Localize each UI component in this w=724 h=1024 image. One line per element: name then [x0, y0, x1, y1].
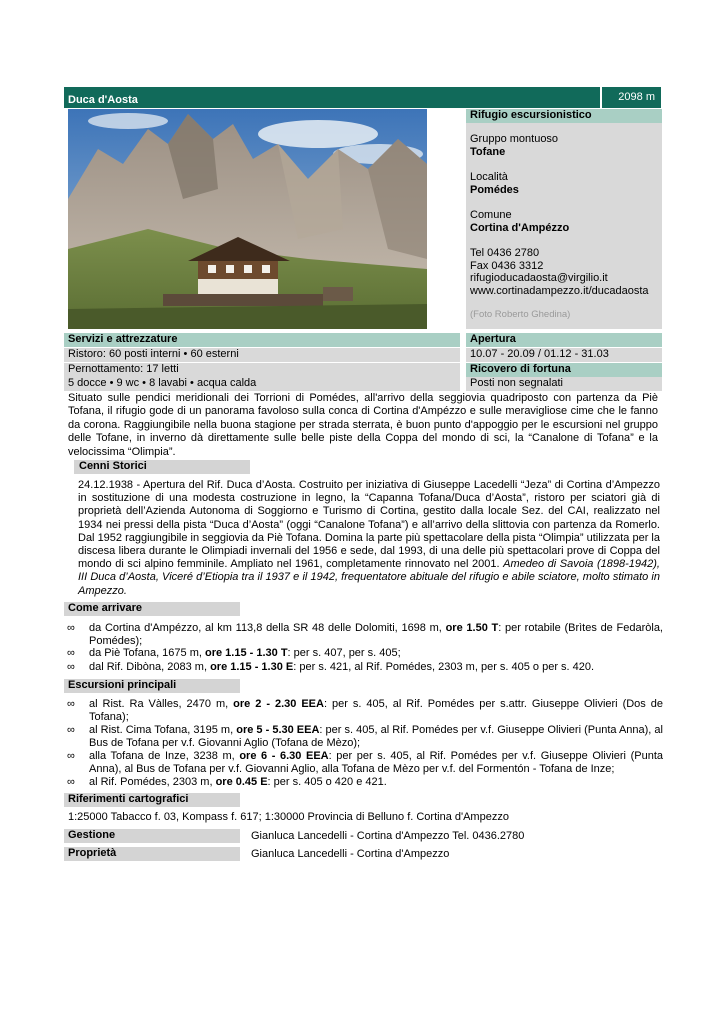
maps-text: 1:25000 Tabacco f. 03, Kompass f. 617; 1:30000 Provincia di Belluno f. Cortina d'Ampezzo — [68, 811, 509, 823]
shelter-value: Posti non segnalati — [470, 377, 563, 389]
group-label: Gruppo montuoso — [470, 133, 559, 145]
services-item: 5 docce • 9 wc • 8 lavabi • acqua calda — [68, 377, 257, 389]
services-item: Ristoro: 60 posti interni • 60 esterni — [68, 348, 239, 360]
tel: Tel 0436 2780 — [470, 247, 540, 259]
group-value: Tofane — [470, 145, 506, 158]
excursions-title: Escursioni principali — [68, 679, 177, 691]
infinity-bullet-icon: ∞ — [67, 647, 75, 659]
services-title-bar — [64, 333, 460, 347]
history-paragraph — [78, 479, 660, 598]
altitude-badge — [602, 87, 661, 108]
excursion-item: ∞ al Rist. Cima Tofana, 3195 m, ore 5 - 5.30 EEA: per s. 405, al Rif. Pomédes per v.f. Giuseppe Olivieri (Punta Anna), al Bus de Tofana per v.f. Giovanni Aglio (Tofana de Mèzo); — [67, 724, 663, 749]
excursion-item: ∞ al Rist. Ra Vàlles, 2470 m, ore 2 - 2.30 EEA: per s. 405, al Rif. Pomédes per s.attr. Giuseppe Olivieri (Dos de Tofana); — [67, 698, 664, 723]
refuge-type-bar — [466, 109, 662, 123]
management-label-bar — [64, 829, 240, 843]
arrival-item: ∞ da Cortina d'Ampézzo, al km 113,8 della SR 48 delle Dolomiti, 1698 m, ore 1.50 T: per rotabile (Brìtes de Fedaròla, Pomédes); — [67, 622, 663, 647]
infinity-bullet-icon: ∞ — [67, 661, 75, 673]
services-item: Pernottamento: 17 letti — [68, 363, 179, 375]
opening-title: Apertura — [470, 333, 516, 345]
services-row-1 — [64, 348, 460, 362]
ownership-label-bar — [64, 847, 240, 861]
history-title: Cenni Storici — [79, 460, 147, 472]
history-title-bar — [74, 460, 250, 474]
services-row-2 — [64, 363, 460, 377]
management-value: Gianluca Lancedelli - Cortina d'Ampezzo Tel. 0436.2780 — [251, 830, 525, 842]
shelter-title-bar — [466, 363, 662, 377]
website-link[interactable]: www.cortinadampezzo.it/ducadaosta — [470, 284, 649, 297]
history-italic: Amedeo di Savoia (1898-1942), III Duca d’Aosta, Viceré d’Etiopia tra il 1937 e il 1942, frequentatore abituale del rifugio e abile sciatore, molto stimato in Ampezzo. — [78, 558, 660, 597]
locality-label: Località — [470, 171, 508, 183]
intro-paragraph: Situato sulle pendici meridionali dei Torrioni di Pomédes, all'arrivo della seggiovia quadriposto con partenza da Piè Tofana, il rifugio gode di un panorama favoloso sulla conca di Cortina d'Ampézzo e sulle meravigliose cime che le fanno da corona. Raggiungibile nella buona stagione per strada sterrata, è buon punto d'appoggio per le escursioni nel gruppo delle Tofane, in inverno dà direttamente sulle belle piste della Coppa del mondo di sci, la “Canalone di Tofana” e la velocissima “Olimpia”. — [68, 392, 658, 458]
maps-title-bar — [64, 793, 240, 807]
infinity-bullet-icon: ∞ — [67, 724, 75, 736]
shelter-value-row — [466, 377, 662, 391]
refuge-type: Rifugio escursionistico — [470, 109, 592, 121]
info-side-text — [470, 133, 660, 297]
locality-value: Pomédes — [470, 183, 519, 196]
infinity-bullet-icon: ∞ — [67, 776, 75, 788]
refuge-photo — [68, 109, 427, 329]
arrival-item: ∞ da Piè Tofana, 1675 m, ore 1.15 - 1.30 T: per s. 407, per s. 405; — [67, 647, 401, 659]
maps-title: Riferimenti cartografici — [68, 793, 189, 805]
excursion-item: ∞ al Rif. Pomédes, 2303 m, ore 0.45 E: per s. 405 o 420 e 421. — [67, 776, 387, 788]
photo-credit: (Foto Roberto Ghedina) — [470, 309, 571, 320]
excursions-title-bar — [64, 679, 240, 693]
comune-label: Comune — [470, 209, 512, 221]
email-link[interactable]: rifugioducadaosta@virgilio.it — [470, 272, 608, 284]
opening-title-bar — [466, 333, 662, 347]
history-text: 24.12.1938 - Apertura del Rif. Duca d’Aosta. Costruito per iniziativa di Giuseppe Lacedelli “Jeza” di Cortina d’Ampezzo in sostituzione di una modesta costruzione in legno, la “Capanna Tofana/Duca d’Aosta”, ristoro per sciatori già di proprietà dell’Azienda Autonoma di Soggiorno e Turismo di Cortina, gestito dalla locale Sez. del CAI, realizzato nel 1934 nei pressi della pista “Duca d’Aosta” (oggi “Canalone Tofana”) e all’arrivo della slittovia con partenza da Romerlo. Dal 1952 raggiungibile in seggiovia da Piè Tofana. Domina la parte più spettacolare della pista “Olimpia” utilizzata per la discesa libera durante le Olimpiadi invernali del 1956 e sede, dal 1993, di una delle più spettacolari prove di Coppa del mondo di sci alpino femminile. Ampliato nel 1961, completamente rinnovato nel 2001. — [78, 479, 660, 571]
altitude-value: 2098 m — [618, 91, 655, 103]
fax: Fax 0436 3312 — [470, 259, 544, 272]
management-label: Gestione — [68, 829, 116, 841]
page-title-bar — [64, 87, 600, 108]
services-row-3 — [64, 377, 460, 391]
infinity-bullet-icon: ∞ — [67, 750, 75, 762]
infinity-bullet-icon: ∞ — [67, 622, 75, 634]
excursion-item: ∞ alla Tofana de Inze, 3238 m, ore 6 - 6.30 EEA: per per s. 405, al Rif. Pomédes per v.f. Giuseppe Olivieri (Punta Anna), al Bus de Tofana per v.f. Giovanni Aglio, alla Tofana de Mèzo per v.f. del Formentón - Tofana de Inze; — [67, 750, 663, 775]
ownership-label: Proprietà — [68, 847, 117, 859]
opening-dates: 10.07 - 20.09 / 01.12 - 31.03 — [470, 348, 609, 360]
arrivals-title-bar — [64, 602, 240, 616]
page-title: Duca d'Aosta — [68, 94, 138, 106]
arrival-item: ∞ dal Rif. Dibòna, 2083 m, ore 1.15 - 1.30 E: per s. 421, al Rif. Pomédes, 2303 m, per s. 405 o per s. 420. — [67, 661, 595, 673]
shelter-title: Ricovero di fortuna — [470, 363, 571, 375]
services-title: Servizi e attrezzature — [68, 333, 178, 345]
opening-dates-row — [466, 348, 662, 362]
mountain-photo-illustration — [68, 109, 427, 329]
ownership-value: Gianluca Lancedelli - Cortina d'Ampezzo — [251, 848, 450, 860]
infinity-bullet-icon: ∞ — [67, 698, 75, 710]
comune-value: Cortina d'Ampézzo — [470, 221, 570, 234]
arrivals-title: Come arrivare — [68, 602, 142, 614]
